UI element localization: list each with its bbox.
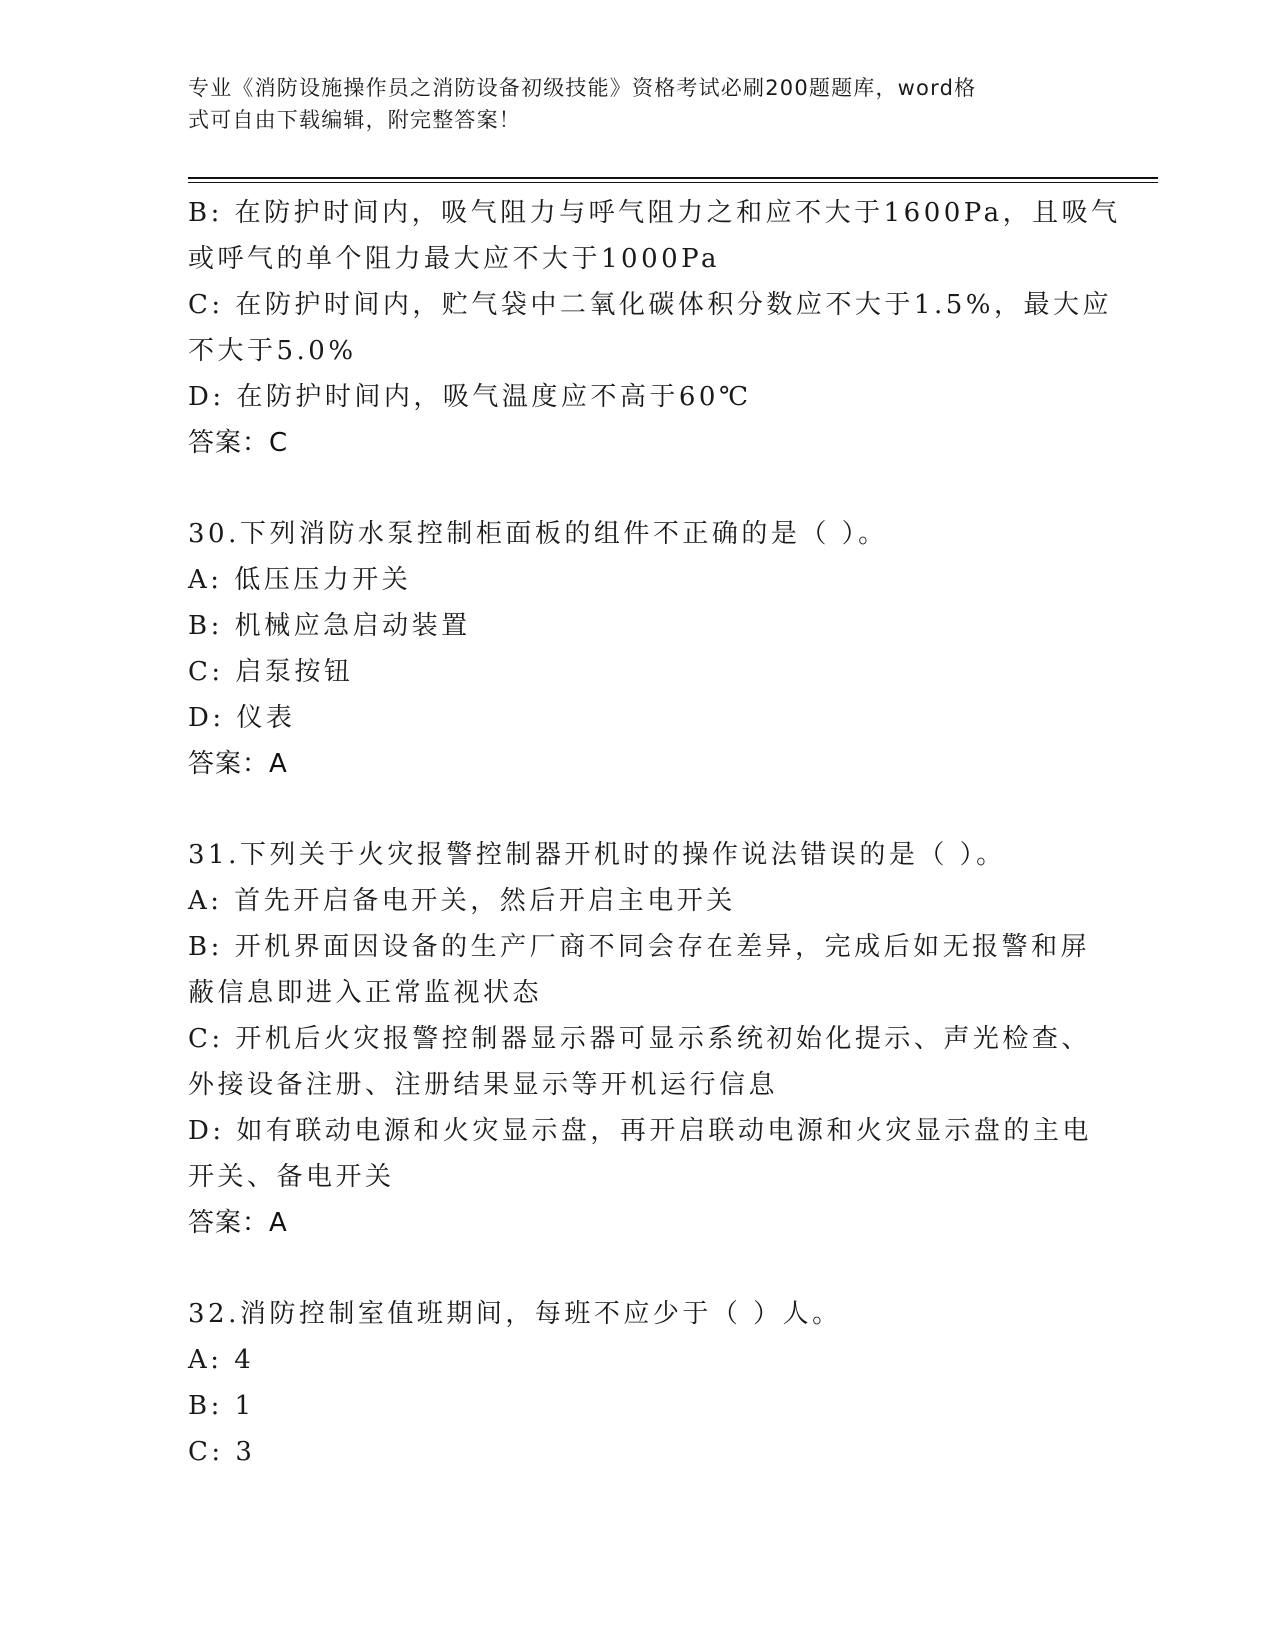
question-31: [188, 832, 1092, 1246]
question-30: [188, 511, 1088, 787]
document-header: [188, 72, 1088, 136]
q31-option-d-line-1: D: 如有联动电源和火灾显示盘，再开启联动电源和火灾显示盘的主电: [188, 1116, 1092, 1146]
header-line-2: 式可自由下载编辑，附完整答案！: [188, 108, 521, 132]
q30-option-d: D: 仪表: [188, 703, 296, 733]
q31-option-c-line-2: 外接设备注册、注册结果显示等开机运行信息: [188, 1070, 779, 1100]
question-spacer: [188, 1246, 1088, 1291]
q29-option-b-line-1: B: 在防护时间内，吸气阻力与呼气阻力之和应不大于1600Pa，且吸气: [188, 198, 1121, 228]
q32-question-text: 32.消防控制室值班期间，每班不应少于（ ）人。: [188, 1299, 842, 1329]
q29-option-b-line-2: 或呼气的单个阻力最大应不大于1000Pa: [188, 244, 720, 274]
q29-answer: 答案：C: [188, 428, 289, 458]
header-divider-thick: [188, 177, 1158, 179]
q31-option-c-line-1: C: 开机后火灾报警控制器显示器可显示系统初始化提示、声光检查、: [188, 1024, 1091, 1054]
question-spacer: [188, 787, 1088, 832]
q31-option-a: A: 首先开启备电开关，然后开启主电开关: [188, 886, 736, 916]
q29-option-c-line-2: 不大于5.0%: [188, 336, 357, 366]
question-32: [188, 1291, 1088, 1475]
question-list: [188, 190, 1121, 1475]
q31-option-b-line-1: B: 开机界面因设备的生产厂商不同会存在差异，完成后如无报警和屏: [188, 932, 1091, 962]
q29-option-d: D: 在防护时间内，吸气温度应不高于60℃: [188, 382, 752, 412]
question-spacer: [188, 466, 1088, 511]
q31-option-d-line-2: 开关、备电开关: [188, 1162, 395, 1192]
q31-answer: 答案：A: [188, 1208, 288, 1238]
question-29-continued: [188, 190, 1121, 466]
q30-option-b: B: 机械应急启动装置: [188, 611, 471, 641]
q32-option-a: A: 4: [188, 1345, 255, 1375]
q30-answer: 答案：A: [188, 749, 288, 779]
header-line-1: 专业《消防设施操作员之消防设备初级技能》资格考试必刷200题题库，word格: [188, 76, 977, 100]
q30-option-c: C: 启泵按钮: [188, 657, 354, 687]
q31-question-text: 31.下列关于火灾报警控制器开机时的操作说法错误的是（ ）。: [188, 840, 1006, 870]
q30-question-text: 30.下列消防水泵控制柜面板的组件不正确的是（ ）。: [188, 519, 888, 549]
q32-option-c: C: 3: [188, 1437, 256, 1467]
header-divider-thin: [188, 182, 1158, 183]
q32-option-b: B: 1: [188, 1391, 255, 1421]
q29-option-c-line-1: C: 在防护时间内，贮气袋中二氧化碳体积分数应不大于1.5%，最大应: [188, 290, 1112, 320]
q31-option-b-line-2: 蔽信息即进入正常监视状态: [188, 978, 543, 1008]
q30-option-a: A: 低压压力开关: [188, 565, 412, 595]
